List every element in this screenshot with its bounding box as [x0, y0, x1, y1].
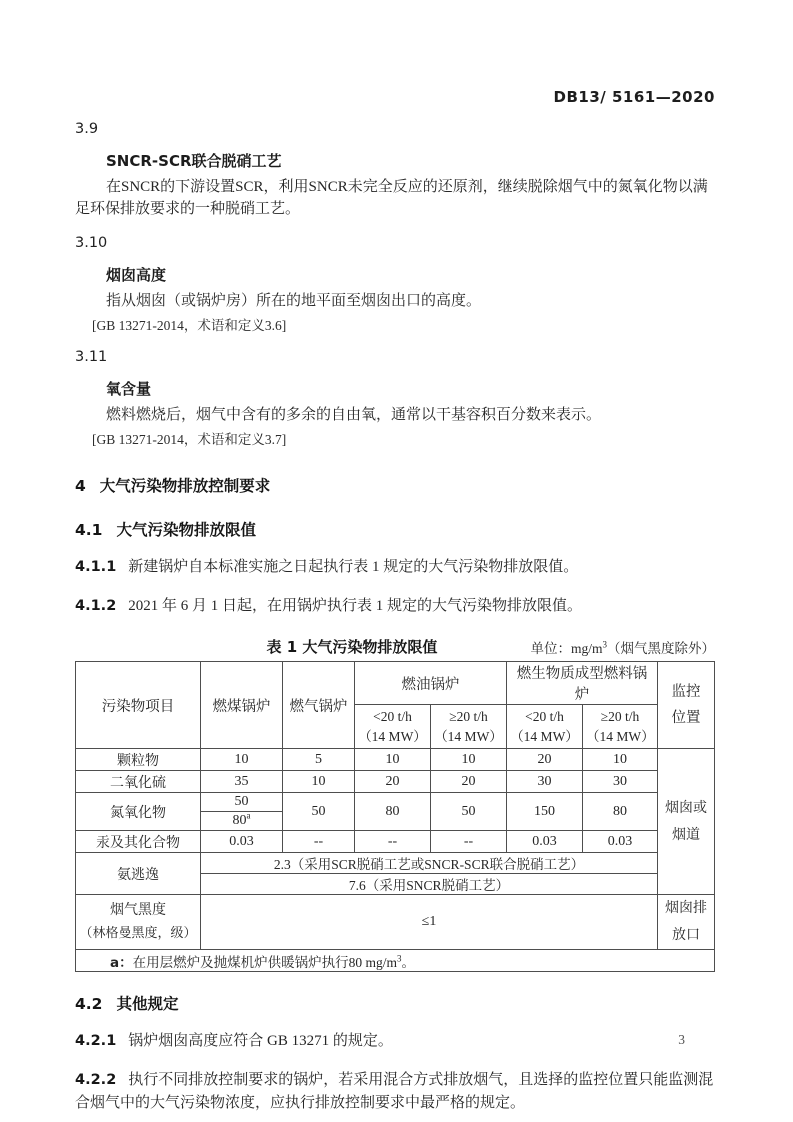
clause-4-1-2-text: 2021 年 6 月 1 日起，在用锅炉执行表 1 规定的大气污染物排放限值。 — [128, 598, 583, 614]
table-cell: 20 — [507, 749, 583, 771]
table-cell: 80 — [583, 793, 658, 831]
row-label: 氮氧化物 — [76, 793, 201, 831]
header-monitor-line: 位置 — [671, 710, 701, 726]
footnote-marker: a — [246, 811, 251, 821]
table-cell: 35 — [201, 771, 283, 793]
table-footnote — [76, 950, 715, 972]
table-cell: 10 — [201, 749, 283, 771]
clause-4-1-2-number: 4.1.2 — [75, 598, 117, 614]
term-title-3-9: SNCR-SCR联合脱硝工艺 — [106, 152, 282, 170]
header-oil-ge20 — [431, 705, 507, 749]
row-label: 汞及其化合物 — [76, 831, 201, 853]
clause-4-1-1-number: 4.1.1 — [75, 559, 117, 575]
footnote-superscript: 3 — [397, 953, 402, 963]
header-monitor-position — [658, 662, 715, 749]
term-source-3-10: [GB 13271-2014，术语和定义3.6] — [92, 318, 287, 333]
term-definition-3-10: 指从烟囱（或锅炉房）所在的地平面至烟囱出口的高度。 — [106, 293, 482, 309]
clause-4-2-1-number: 4.2.1 — [75, 1033, 117, 1049]
table-1-title: 表 1 大气污染物排放限值 — [266, 638, 438, 656]
term-number-3-11: 3.11 — [75, 349, 108, 365]
row-particulate — [76, 749, 715, 771]
header-biomass-lt20 — [507, 705, 583, 749]
table-cell-blackness-value: ≤1 — [201, 895, 658, 950]
table-cell: 0.03 — [507, 831, 583, 853]
monitor-text-line: 烟囱排 — [665, 901, 707, 916]
term-title-3-10: 烟囱高度 — [106, 266, 167, 284]
term-source-3-11: [GB 13271-2014，术语和定义3.7] — [92, 432, 287, 447]
section-4-2-title: 其他规定 — [116, 995, 179, 1013]
clause-4-2-2-text: 执行不同排放控制要求的锅炉，若采用混合方式排放烟气，且选择的监控位置只能监测混合烟气中的大气污染物浓度，应执行排放控制要求中最严格的规定。 — [75, 1072, 714, 1111]
section-4-2-heading — [75, 992, 715, 1014]
header-oil-lt20 — [355, 705, 431, 749]
clause-4-2-1-text: 锅炉烟囱高度应符合 GB 13271 的规定。 — [128, 1033, 393, 1049]
capacity-label: ≥20 t/h — [449, 708, 488, 724]
row-label: 氨逃逸 — [76, 853, 201, 895]
table-cell: 80 — [355, 793, 431, 831]
blackness-label-line: （林格曼黑度，级） — [79, 925, 197, 940]
table-cell: 0.03 — [583, 831, 658, 853]
term-section-3-9 — [75, 121, 715, 220]
row-mercury — [76, 831, 715, 853]
header-coal-boiler: 燃煤锅炉 — [201, 662, 283, 749]
row-ammonia-scr — [76, 853, 715, 874]
table-cell: 20 — [431, 771, 507, 793]
monitor-text-line: 烟道 — [672, 827, 700, 843]
chapter-4-title: 大气污染物排放控制要求 — [99, 477, 271, 495]
clause-4-2-1 — [75, 1030, 715, 1053]
table-1-caption — [75, 636, 715, 658]
emission-limits-table — [75, 661, 715, 972]
capacity-label: ≥20 t/h — [600, 708, 640, 724]
table-cell: -- — [431, 831, 507, 853]
mw-label: （14 MW） — [586, 728, 655, 744]
term-number-3-9: 3.9 — [75, 121, 99, 137]
header-gas-boiler: 燃气锅炉 — [283, 662, 355, 749]
table-1-unit — [530, 637, 715, 657]
section-4-1-title: 大气污染物排放限值 — [116, 521, 256, 539]
clause-4-1-1-text: 新建锅炉自本标准实施之日起执行表 1 规定的大气污染物排放限值。 — [128, 559, 579, 575]
table-cell: 20 — [355, 771, 431, 793]
table-cell: 0.03 — [201, 831, 283, 853]
term-section-3-11 — [75, 349, 715, 448]
term-number-3-10: 3.10 — [75, 235, 108, 251]
header-biomass-boiler-group: 燃生物质成型燃料锅炉 — [507, 662, 658, 705]
section-4-1-number: 4.1 — [75, 521, 103, 539]
table-cell: 30 — [583, 771, 658, 793]
monitor-text-line: 放口 — [672, 928, 700, 943]
table-cell: 10 — [583, 749, 658, 771]
nox-coal-lower-value: 80 — [232, 813, 247, 828]
row-so2 — [76, 771, 715, 793]
table-header-group-row — [76, 662, 715, 705]
header-biomass-ge20 — [583, 705, 658, 749]
row-label: 二氧化硫 — [76, 771, 201, 793]
footnote-end: 。 — [401, 954, 416, 970]
monitor-position-stack-outlet — [658, 895, 715, 950]
chapter-4-heading — [75, 474, 715, 496]
capacity-label: <20 t/h — [373, 708, 412, 724]
mw-label: （14 MW） — [358, 728, 427, 744]
table-cell: 30 — [507, 771, 583, 793]
table-cell: 10 — [355, 749, 431, 771]
unit-prefix: 单位：mg/m — [530, 641, 603, 656]
monitor-text-line: 烟囱或 — [665, 800, 707, 816]
clause-4-1-1 — [75, 556, 715, 579]
term-definition-3-11: 燃料燃烧后，烟气中含有的多余的自由氧，通常以干基容积百分数来表示。 — [106, 407, 602, 423]
chapter-4-number: 4 — [75, 477, 86, 495]
unit-superscript: 3 — [602, 639, 607, 650]
row-label — [76, 895, 201, 950]
table-cell: 5 — [283, 749, 355, 771]
blackness-label-line: 烟气黑度 — [110, 903, 166, 918]
section-4-1-heading — [75, 518, 715, 540]
table-cell: 10 — [283, 771, 355, 793]
mw-label: （14 MW） — [434, 728, 503, 744]
footnote-text: 在用层燃炉及抛煤机炉供暖锅炉执行80 mg/m — [132, 954, 398, 970]
footnote-label: a： — [110, 954, 133, 971]
table-cell-nox-coal-lower — [201, 812, 283, 831]
page-number: 3 — [678, 1032, 685, 1047]
clause-4-2-2-number: 4.2.2 — [75, 1072, 117, 1088]
mw-label: （14 MW） — [510, 728, 579, 744]
table-cell: 50 — [283, 793, 355, 831]
row-smoke-blackness — [76, 895, 715, 950]
table-cell-ammonia-scr: 2.3（采用SCR脱硝工艺或SNCR-SCR联合脱硝工艺） — [201, 853, 658, 874]
doc-number: DB13/ 5161—2020 — [553, 88, 715, 106]
table-cell: -- — [355, 831, 431, 853]
clause-4-2-2 — [75, 1069, 715, 1115]
table-cell: 150 — [507, 793, 583, 831]
header-oil-boiler-group: 燃油锅炉 — [355, 662, 507, 705]
header-pollutant: 污染物项目 — [76, 662, 201, 749]
row-nox-upper — [76, 793, 715, 812]
section-4-2-number: 4.2 — [75, 995, 103, 1013]
monitor-position-stack-duct — [658, 749, 715, 895]
table-cell: -- — [283, 831, 355, 853]
header-monitor-line: 监控 — [671, 684, 701, 700]
table-cell: 50 — [201, 793, 283, 812]
table-cell: 10 — [431, 749, 507, 771]
row-label: 颗粒物 — [76, 749, 201, 771]
term-title-3-11: 氧含量 — [106, 380, 152, 398]
capacity-label: <20 t/h — [525, 708, 564, 724]
table-cell-ammonia-sncr: 7.6（采用SNCR脱硝工艺） — [201, 874, 658, 895]
table-footnote-row — [76, 950, 715, 972]
table-cell: 50 — [431, 793, 507, 831]
clause-4-1-2 — [75, 595, 715, 618]
term-definition-3-9: 在SNCR的下游设置SCR，利用SNCR未完全反应的还原剂，继续脱除烟气中的氮氧化物以满足环保排放要求的一种脱硝工艺。 — [75, 179, 708, 217]
term-section-3-10 — [75, 235, 715, 334]
unit-suffix: （烟气黑度除外） — [607, 641, 715, 656]
